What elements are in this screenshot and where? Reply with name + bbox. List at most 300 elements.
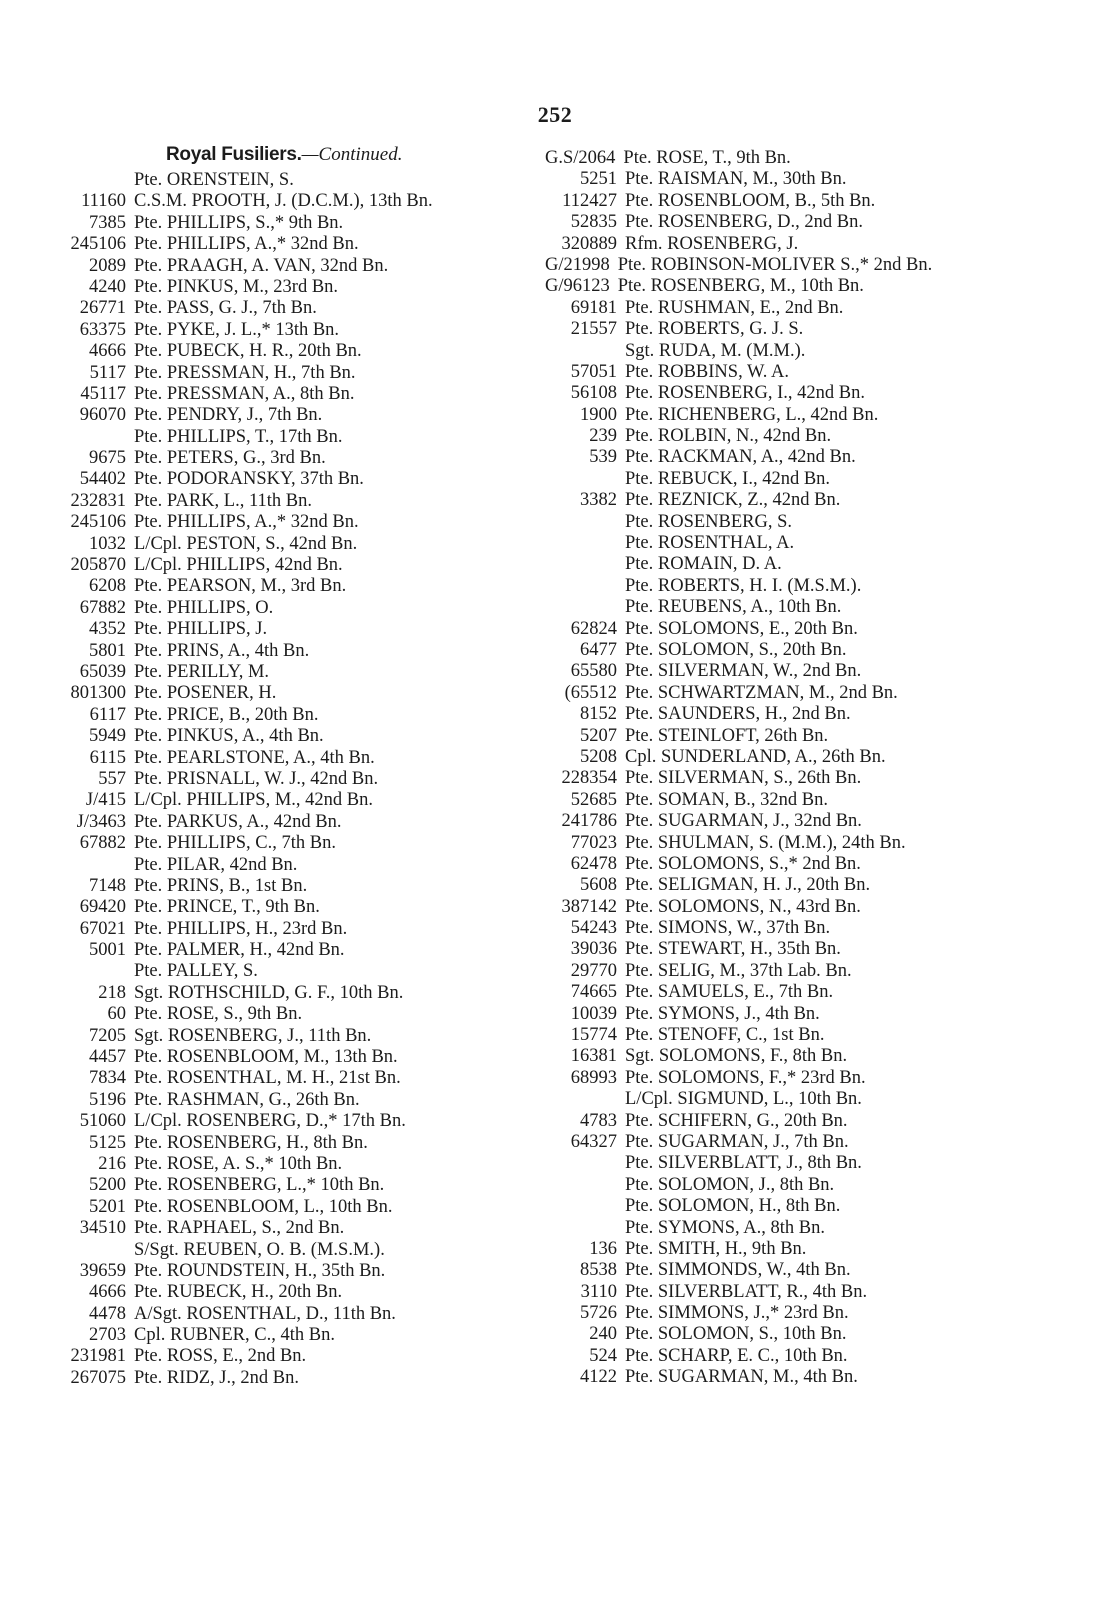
roll-entry [20, 748, 540, 769]
roll-entry [20, 662, 540, 683]
soldier-name: Pte. REUBENS, A., 10th Bn. [625, 597, 842, 618]
service-number [20, 170, 126, 191]
soldier-name: Pte. SMITH, H., 9th Bn. [625, 1238, 807, 1259]
soldier-name: Pte. SHULMAN, S. (M.M.), 24th Bn. [625, 832, 906, 853]
service-number: 228354 [561, 768, 617, 789]
roll-entry [545, 1153, 1100, 1174]
soldier-name: Pte. PINKUS, A., 4th Bn. [134, 726, 324, 747]
service-number [545, 533, 617, 554]
service-number: G/96123 [545, 276, 610, 297]
service-number: 52835 [570, 212, 617, 233]
roll-entry [545, 726, 1100, 747]
roll-entry [20, 598, 540, 619]
service-number: 8152 [580, 704, 617, 725]
roll-entry [20, 405, 540, 426]
roll-entry [20, 919, 540, 940]
service-number: 240 [589, 1324, 617, 1345]
service-number: 65039 [79, 661, 126, 682]
soldier-name: Pte. PHILLIPS, T., 17th Bn. [134, 426, 343, 447]
roll-entry [20, 256, 540, 277]
service-number: J/415 [85, 790, 126, 811]
roll-entry [20, 1304, 540, 1325]
roll-entry [20, 448, 540, 469]
roll-entry [545, 255, 1100, 276]
soldier-name: Pte. SOLOMON, S., 20th Bn. [625, 639, 847, 660]
service-number: 4783 [580, 1110, 617, 1131]
service-number: 69181 [570, 297, 617, 318]
soldier-name: Pte. RIDZ, J., 2nd Bn. [134, 1367, 299, 1388]
roll-entry [20, 683, 540, 704]
soldier-name: Pte. SILVERBLATT, R., 4th Bn. [625, 1281, 868, 1302]
soldier-name: L/Cpl. PHILLIPS, 42nd Bn. [134, 555, 343, 576]
service-number: G.S/2064 [545, 148, 616, 168]
service-number [20, 961, 126, 982]
soldier-name: Pte. ROBINSON-MOLIVER S.,* 2nd Bn. [617, 254, 933, 275]
roll-entry [20, 897, 540, 918]
soldier-name: Pte. SILVERMAN, S., 26th Bn. [625, 768, 862, 789]
roll-entry [20, 191, 540, 212]
soldier-name: Pte. ROSENBERG, I., 42nd Bn. [625, 383, 866, 404]
service-number: 6117 [89, 704, 126, 725]
roll-entry [20, 1068, 540, 1089]
soldier-name: Pte. ROSE, A. S.,* 10th Bn. [134, 1153, 343, 1174]
soldier-name: Pte. PODORANSKY, 37th Bn. [134, 469, 364, 490]
service-number: 9675 [89, 448, 126, 469]
roll-entry [20, 983, 540, 1004]
roll-entry [20, 1240, 540, 1261]
service-number: 26771 [79, 298, 126, 319]
service-number [545, 1153, 617, 1174]
soldier-name: Pte. PRESSMAN, A., 8th Bn. [134, 383, 355, 404]
soldier-name: Pte. PASS, G. J., 7th Bn. [134, 298, 317, 319]
service-number: 8538 [580, 1260, 617, 1281]
service-number: 267075 [70, 1367, 126, 1388]
roll-entry [20, 1368, 540, 1389]
roll-entry [545, 1239, 1100, 1260]
service-number: 69420 [79, 897, 126, 918]
soldier-name: Pte. SUGARMAN, M., 4th Bn. [625, 1367, 858, 1388]
roll-entry [20, 1047, 540, 1068]
service-number: 245106 [70, 234, 126, 255]
service-number: 5208 [580, 746, 617, 767]
roll-entry [20, 213, 540, 234]
soldier-name: Pte. PHILLIPS, S.,* 9th Bn. [134, 212, 344, 233]
roll-entry [20, 534, 540, 555]
service-number: 245106 [70, 512, 126, 533]
soldier-name: Pte. PRINS, A., 4th Bn. [134, 640, 310, 661]
roll-entry [545, 918, 1100, 939]
soldier-name: L/Cpl. ROSENBERG, D.,* 17th Bn. [134, 1111, 406, 1132]
roll-entry [545, 1196, 1100, 1217]
soldier-name: Pte. SAUNDERS, H., 2nd Bn. [625, 704, 851, 725]
roll-entry [545, 875, 1100, 896]
roll-entry [545, 212, 1100, 233]
soldier-name: Sgt. ROTHSCHILD, G. F., 10th Bn. [134, 982, 404, 1003]
service-number: 2089 [89, 255, 126, 276]
service-number: 231981 [70, 1346, 126, 1367]
service-number: 3382 [580, 490, 617, 511]
soldier-name: Pte. ORENSTEIN, S. [134, 170, 294, 190]
roll-entry [20, 1090, 540, 1111]
service-number [545, 512, 617, 533]
soldier-name: L/Cpl. PHILLIPS, M., 42nd Bn. [134, 790, 373, 811]
roll-entry [20, 512, 540, 533]
roll-entry [20, 234, 540, 255]
soldier-name: Pte. ROSENBERG, L.,* 10th Bn. [134, 1175, 385, 1196]
roll-entry [20, 619, 540, 640]
roll-entry [545, 897, 1100, 918]
service-number: 34510 [79, 1218, 126, 1239]
soldier-name: Pte. ROBERTS, G. J. S. [625, 319, 804, 340]
roll-entry [545, 512, 1100, 533]
soldier-name: Pte. SILVERMAN, W., 2nd Bn. [625, 661, 862, 682]
roll-entry [20, 769, 540, 790]
roll-entry [545, 576, 1100, 597]
soldier-name: Pte. REBUCK, I., 42nd Bn. [625, 468, 831, 489]
soldier-name: A/Sgt. ROSENTHAL, D., 11th Bn. [134, 1303, 396, 1324]
roll-entry [545, 982, 1100, 1003]
roll-entry [545, 1132, 1100, 1153]
section-heading [166, 144, 402, 166]
service-number: 320889 [561, 233, 617, 254]
roll-entry [20, 341, 540, 362]
service-number: 5201 [89, 1196, 126, 1217]
roll-entry [545, 939, 1100, 960]
soldier-name: Pte. SCHIFERN, G., 20th Bn. [625, 1110, 848, 1131]
service-number [545, 597, 617, 618]
soldier-name: Pte. SOLOMONS, F.,* 23rd Bn. [625, 1067, 866, 1088]
service-number: 5196 [89, 1089, 126, 1110]
roll-entry [20, 961, 540, 982]
roll-entry [545, 1089, 1100, 1110]
soldier-name: Pte. ROLBIN, N., 42nd Bn. [625, 426, 832, 447]
service-number: 4478 [89, 1303, 126, 1324]
service-number: 6208 [89, 576, 126, 597]
roll-entry [545, 1346, 1100, 1367]
service-number: 4352 [89, 619, 126, 640]
service-number: 5608 [580, 875, 617, 896]
roll-entry [545, 619, 1100, 640]
soldier-name: Pte. PHILLIPS, A.,* 32nd Bn. [134, 512, 359, 533]
soldier-name: Pte. SIMMONDS, W., 4th Bn. [625, 1260, 851, 1281]
soldier-name: Pte. SOLOMONS, N., 43rd Bn. [625, 896, 861, 917]
soldier-name: Sgt. SOLOMONS, F., 8th Bn. [625, 1046, 848, 1067]
soldier-name: Pte. RASHMAN, G., 26th Bn. [134, 1089, 360, 1110]
soldier-name: Pte. RICHENBERG, L., 42nd Bn. [625, 404, 879, 425]
soldier-name: Pte. PETERS, G., 3rd Bn. [134, 448, 326, 469]
soldier-name: Pte. SCHARP, E. C., 10th Bn. [625, 1345, 848, 1366]
service-number: 39036 [570, 939, 617, 960]
soldier-name: Pte. ROMAIN, D. A. [625, 554, 782, 575]
soldier-name: Pte. ROSE, T., 9th Bn. [623, 148, 791, 168]
service-number: 539 [589, 447, 617, 468]
service-number: 39659 [79, 1260, 126, 1281]
soldier-name: Pte. ROSENBLOOM, M., 13th Bn. [134, 1047, 398, 1068]
service-number: 21557 [570, 319, 617, 340]
roll-entry [545, 469, 1100, 490]
soldier-name: Pte. PHILLIPS, J. [134, 619, 268, 640]
service-number: 7148 [89, 875, 126, 896]
service-number: 67021 [79, 918, 126, 939]
soldier-name: Pte. STEINLOFT, 26th Bn. [625, 725, 829, 746]
service-number: 205870 [70, 555, 126, 576]
service-number: 54243 [570, 918, 617, 939]
service-number: 6477 [580, 639, 617, 660]
service-number: 5949 [89, 726, 126, 747]
soldier-name: Pte. SAMUELS, E., 7th Bn. [625, 982, 834, 1003]
page-number: 252 [537, 102, 573, 127]
service-number: 62824 [570, 618, 617, 639]
section-title: Royal Fusiliers. [166, 144, 302, 165]
soldier-name: Pte. REZNICK, Z., 42nd Bn. [625, 490, 841, 511]
roll-entry [20, 576, 540, 597]
roll-entry [20, 1133, 540, 1154]
service-number: 5001 [89, 940, 126, 961]
roll-entry [20, 1026, 540, 1047]
right-column [545, 148, 1100, 1389]
soldier-name: Pte. ROSENBERG, M., 10th Bn. [617, 276, 864, 297]
roll-entry [545, 1218, 1100, 1239]
service-number: 7385 [89, 212, 126, 233]
roll-entry [20, 491, 540, 512]
service-number: 1900 [580, 404, 617, 425]
service-number: 15774 [570, 1025, 617, 1046]
soldier-name: Pte. SUGARMAN, J., 32nd Bn. [625, 811, 862, 832]
soldier-name: Pte. PUBECK, H. R., 20th Bn. [134, 341, 362, 362]
service-number: 216 [98, 1153, 126, 1174]
service-number [20, 427, 126, 448]
service-number: 5251 [580, 169, 617, 190]
soldier-name: Pte. ROUNDSTEIN, H., 35th Bn. [134, 1260, 386, 1281]
soldier-name: Pte. RAISMAN, M., 30th Bn. [625, 169, 847, 190]
roll-entry [20, 1197, 540, 1218]
service-number: 4666 [89, 1282, 126, 1303]
soldier-name: Pte. PHILLIPS, O. [134, 597, 274, 618]
roll-entry [20, 1111, 540, 1132]
service-number: 4666 [89, 341, 126, 362]
soldier-name: S/Sgt. REUBEN, O. B. (M.S.M.). [134, 1239, 385, 1260]
soldier-name: Pte. SIMMONS, J.,* 23rd Bn. [625, 1303, 849, 1324]
roll-entry [545, 811, 1100, 832]
service-number: 11160 [81, 191, 126, 212]
roll-entry [545, 597, 1100, 618]
service-number: 6115 [89, 747, 126, 768]
roll-entry [545, 447, 1100, 468]
soldier-name: Rfm. ROSENBERG, J. [625, 233, 799, 254]
soldier-name: Pte. PARKUS, A., 42nd Bn. [134, 811, 342, 832]
roll-entry [20, 555, 540, 576]
service-number [545, 469, 617, 490]
service-number: 387142 [561, 896, 617, 917]
service-number [20, 855, 126, 876]
roll-entry [545, 1260, 1100, 1281]
service-number: 239 [589, 426, 617, 447]
roll-entry [20, 705, 540, 726]
service-number: 2703 [89, 1325, 126, 1346]
service-number: 5125 [89, 1132, 126, 1153]
soldier-name: Pte. SYMONS, J., 4th Bn. [625, 1003, 820, 1024]
roll-entry [20, 277, 540, 298]
roll-entry [20, 1325, 540, 1346]
soldier-name: C.S.M. PROOTH, J. (D.C.M.), 13th Bn. [134, 191, 433, 212]
soldier-name: Pte. ROSENBLOOM, B., 5th Bn. [625, 190, 876, 211]
service-number: G/21998 [545, 254, 610, 275]
soldier-name: Pte. PARK, L., 11th Bn. [134, 490, 313, 511]
roll-entry [20, 876, 540, 897]
roll-entry [20, 833, 540, 854]
service-number [20, 1240, 126, 1261]
section-subtitle: —Continued. [301, 144, 403, 165]
roll-entry [545, 234, 1100, 255]
roll-entry [545, 1175, 1100, 1196]
roll-entry [545, 1324, 1100, 1345]
service-number: 74665 [570, 982, 617, 1003]
soldier-name: Pte. ROSENBLOOM, L., 10th Bn. [134, 1196, 393, 1217]
service-number: 4122 [580, 1367, 617, 1388]
roll-entry [545, 148, 1100, 169]
roll-entry [20, 855, 540, 876]
soldier-name: Sgt. RUDA, M. (M.M.). [625, 340, 806, 361]
roll-entry [545, 961, 1100, 982]
soldier-name: Pte. PRISNALL, W. J., 42nd Bn. [134, 768, 379, 789]
service-number: 5117 [89, 362, 126, 383]
soldier-name: Pte. RUBECK, H., 20th Bn. [134, 1282, 343, 1303]
service-number [545, 554, 617, 575]
service-number: 67882 [79, 833, 126, 854]
soldier-name: Sgt. ROSENBERG, J., 11th Bn. [134, 1025, 372, 1046]
soldier-name: Pte. SOMAN, B., 32nd Bn. [625, 789, 829, 810]
service-number: 60 [107, 1004, 126, 1025]
roll-entry [20, 1346, 540, 1367]
soldier-name: Pte. SOLOMONS, E., 20th Bn. [625, 618, 858, 639]
service-number: 218 [98, 982, 126, 1003]
roll-entry [545, 533, 1100, 554]
soldier-name: Pte. SOLOMON, H., 8th Bn. [625, 1196, 841, 1217]
soldier-name: Pte. SILVERBLATT, J., 8th Bn. [625, 1153, 862, 1174]
service-number [545, 1175, 617, 1196]
soldier-name: Pte. SYMONS, A., 8th Bn. [625, 1217, 825, 1238]
service-number [545, 1196, 617, 1217]
left-column [20, 170, 540, 1389]
roll-entry [545, 704, 1100, 725]
service-number: 1032 [89, 533, 126, 554]
service-number [545, 576, 617, 597]
service-number: 29770 [570, 960, 617, 981]
roll-entry [545, 341, 1100, 362]
soldier-name: Pte. SCHWARTZMAN, M., 2nd Bn. [625, 682, 898, 703]
roll-entry [545, 490, 1100, 511]
service-number: 67882 [79, 597, 126, 618]
soldier-name: Pte. SOLOMON, J., 8th Bn. [625, 1174, 835, 1195]
roll-entry [545, 1367, 1100, 1388]
soldier-name: Pte. ROSENBERG, D., 2nd Bn. [625, 212, 863, 233]
roll-entry [545, 1025, 1100, 1046]
soldier-name: Pte. RACKMAN, A., 42nd Bn. [625, 447, 856, 468]
soldier-name: Pte. POSENER, H. [134, 683, 277, 704]
roll-entry [20, 320, 540, 341]
roll-entry [20, 363, 540, 384]
soldier-name: Pte. ROSENBERG, S. [625, 511, 793, 532]
roll-entry [545, 661, 1100, 682]
soldier-name: Pte. PYKE, J. L.,* 13th Bn. [134, 319, 340, 340]
service-number: 5207 [580, 725, 617, 746]
roll-entry [20, 427, 540, 448]
soldier-name: Pte. PERILLY, M. [134, 661, 270, 682]
service-number: 136 [589, 1238, 617, 1259]
soldier-name: Pte. SELIGMAN, H. J., 20th Bn. [625, 875, 871, 896]
soldier-name: Pte. ROSS, E., 2nd Bn. [134, 1346, 307, 1367]
roll-entry [545, 319, 1100, 340]
roll-entry [545, 854, 1100, 875]
roll-entry [545, 191, 1100, 212]
roll-entry [545, 405, 1100, 426]
roll-entry [545, 362, 1100, 383]
roll-entry [20, 1004, 540, 1025]
roll-entry [545, 1111, 1100, 1132]
soldier-name: Pte. PRESSMAN, H., 7th Bn. [134, 362, 356, 383]
soldier-name: Pte. ROBBINS, W. A. [625, 361, 789, 382]
roll-entry [545, 383, 1100, 404]
soldier-name: Pte. PRINS, B., 1st Bn. [134, 875, 308, 896]
roll-entry [545, 276, 1100, 297]
roll-entry [20, 1261, 540, 1282]
roll-entry [20, 1154, 540, 1175]
soldier-name: Cpl. SUNDERLAND, A., 26th Bn. [625, 746, 886, 767]
roll-entry [20, 384, 540, 405]
roll-entry [20, 641, 540, 662]
soldier-name: Pte. PEARLSTONE, A., 4th Bn. [134, 747, 375, 768]
service-number: 801300 [70, 683, 126, 704]
soldier-name: Pte. ROSE, S., 9th Bn. [134, 1004, 303, 1025]
service-number: 16381 [570, 1046, 617, 1067]
soldier-name: Pte. PRINCE, T., 9th Bn. [134, 897, 320, 918]
service-number: 112427 [562, 190, 617, 211]
soldier-name: Pte. PHILLIPS, C., 7th Bn. [134, 833, 336, 854]
soldier-name: Pte. SOLOMON, S., 10th Bn. [625, 1324, 847, 1345]
service-number [545, 341, 617, 362]
service-number: 7205 [89, 1025, 126, 1046]
service-number: 64327 [570, 1131, 617, 1152]
roll-entry [545, 1303, 1100, 1324]
soldier-name: Pte. PRICE, B., 20th Bn. [134, 704, 319, 725]
soldier-name: Pte. PRAAGH, A. VAN, 32nd Bn. [134, 255, 389, 276]
soldier-name: L/Cpl. PESTON, S., 42nd Bn. [134, 533, 358, 554]
roll-entry [545, 833, 1100, 854]
soldier-name: Pte. ROSENTHAL, M. H., 21st Bn. [134, 1068, 401, 1089]
service-number: J/3463 [76, 811, 126, 832]
roll-entry [545, 298, 1100, 319]
roll-entry [545, 426, 1100, 447]
soldier-name: Pte. ROSENBERG, H., 8th Bn. [134, 1132, 368, 1153]
roll-entry [545, 747, 1100, 768]
roll-entry [20, 298, 540, 319]
soldier-name: Pte. SOLOMONS, S.,* 2nd Bn. [625, 853, 861, 874]
service-number: 65580 [570, 661, 617, 682]
roll-entry [20, 790, 540, 811]
roll-entry [545, 1068, 1100, 1089]
soldier-name: Pte. PHILLIPS, A.,* 32nd Bn. [134, 234, 359, 255]
soldier-name: Pte. PALMER, H., 42nd Bn. [134, 940, 345, 961]
soldier-name: Pte. PHILLIPS, H., 23rd Bn. [134, 918, 348, 939]
roll-entry [20, 1175, 540, 1196]
service-number: 68993 [570, 1067, 617, 1088]
soldier-name: Pte. SELIG, M., 37th Lab. Bn. [625, 960, 852, 981]
roll-entry [20, 812, 540, 833]
service-number [545, 1089, 617, 1110]
roll-entry [545, 1046, 1100, 1067]
service-number: 524 [589, 1345, 617, 1366]
roll-entry [545, 169, 1100, 190]
